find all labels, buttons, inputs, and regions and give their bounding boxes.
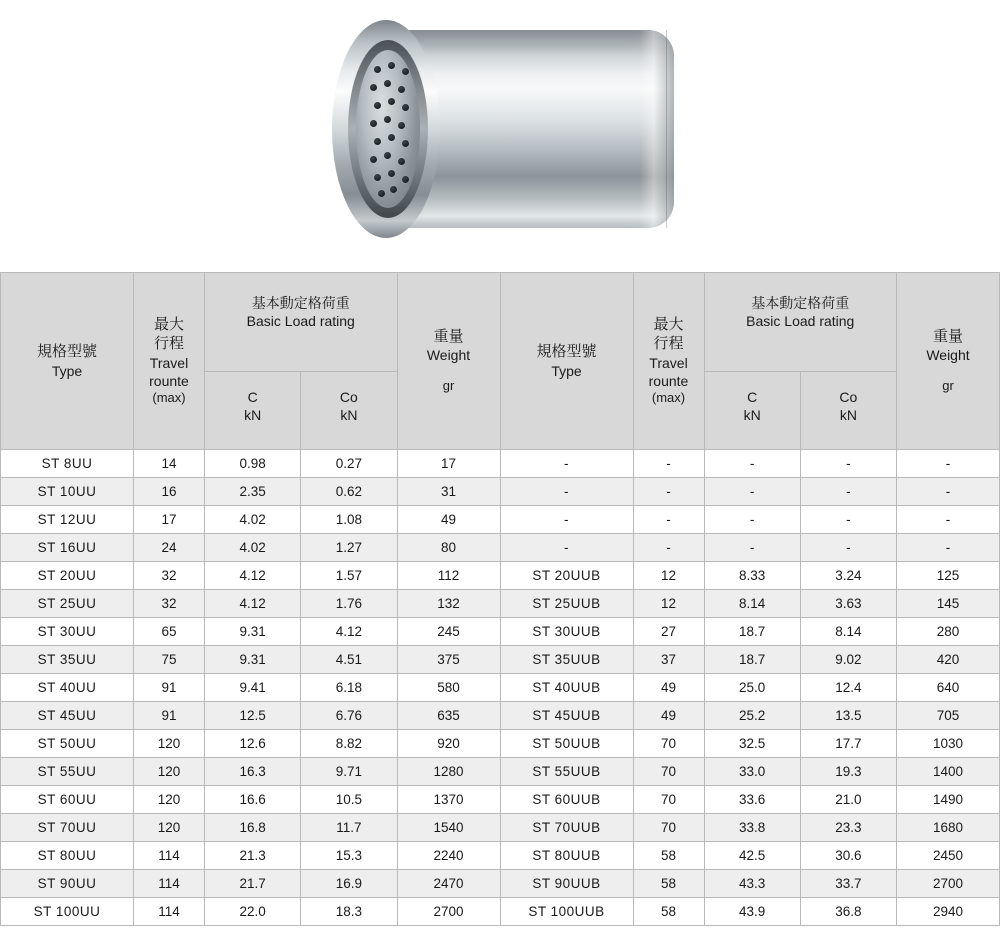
- cell-c-left: 12.5: [205, 702, 301, 730]
- cell-c-right: 43.9: [704, 898, 800, 926]
- cell-c-right: -: [704, 478, 800, 506]
- table-row: [1, 450, 1000, 478]
- cell-c-left: 4.12: [205, 562, 301, 590]
- cell-type-right: ST 90UUB: [500, 870, 633, 898]
- cell-type-right: ST 20UUB: [500, 562, 633, 590]
- cell-co-right: 8.14: [800, 618, 896, 646]
- col-group-load-cn-2: 基本動定格荷重: [751, 295, 850, 311]
- col-header-weight-unit-2: gr: [942, 378, 954, 394]
- ball-bearing: [388, 134, 395, 141]
- cell-co-left: 4.51: [301, 646, 397, 674]
- cell-co-left: 0.27: [301, 450, 397, 478]
- col-header-travel-en2-2: rounte: [648, 373, 689, 390]
- cell-type-right: ST 30UUB: [500, 618, 633, 646]
- cell-c-left: 16.6: [205, 786, 301, 814]
- cell-type-left: ST 45UU: [1, 702, 134, 730]
- cell-c-left: 2.35: [205, 478, 301, 506]
- col-header-c-right: [704, 371, 800, 449]
- cell-travel-left: 65: [134, 618, 205, 646]
- cell-type-right: -: [500, 450, 633, 478]
- cell-weight-right: -: [897, 534, 1000, 562]
- cell-weight-right: 125: [897, 562, 1000, 590]
- col-header-travel-cn1-2: 最大: [653, 315, 684, 333]
- col-header-weight-cn-2: 重量: [932, 327, 963, 345]
- col-header-type-cn: 規格型號: [36, 343, 97, 361]
- cell-weight-left: 2470: [397, 870, 500, 898]
- cell-type-right: ST 35UUB: [500, 646, 633, 674]
- cell-travel-left: 17: [134, 506, 205, 534]
- ball-bearing: [398, 122, 405, 129]
- table-row: [1, 534, 1000, 562]
- table-row: [1, 786, 1000, 814]
- ball-bearing: [374, 102, 381, 109]
- table-row: [1, 702, 1000, 730]
- cell-weight-right: 2450: [897, 842, 1000, 870]
- table-row: [1, 562, 1000, 590]
- cell-weight-right: 1030: [897, 730, 1000, 758]
- col-header-co-right: [800, 371, 896, 449]
- table-row: [1, 506, 1000, 534]
- cell-travel-right: 12: [633, 562, 704, 590]
- cell-co-left: 9.71: [301, 758, 397, 786]
- cell-c-left: 9.31: [205, 618, 301, 646]
- cell-weight-left: 245: [397, 618, 500, 646]
- cell-weight-right: 280: [897, 618, 1000, 646]
- col-header-travel-en1-2: Travel: [649, 354, 688, 371]
- col-header-travel-en1: Travel: [149, 354, 189, 371]
- cell-type-right: ST 45UUB: [500, 702, 633, 730]
- cell-co-left: 15.3: [301, 842, 397, 870]
- ball-bearing-grid: [356, 50, 420, 208]
- table-row: [1, 842, 1000, 870]
- ball-bearing: [388, 170, 395, 177]
- cell-c-right: -: [704, 450, 800, 478]
- cell-co-right: 13.5: [800, 702, 896, 730]
- cell-weight-left: 920: [397, 730, 500, 758]
- cell-travel-right: 58: [633, 898, 704, 926]
- cell-c-left: 9.41: [205, 674, 301, 702]
- ball-bearing: [370, 156, 377, 163]
- cell-travel-left: 91: [134, 674, 205, 702]
- col-header-type-left: [1, 273, 134, 450]
- cell-weight-left: 1370: [397, 786, 500, 814]
- col-header-co-unit: kN: [340, 407, 358, 424]
- cell-travel-right: 58: [633, 870, 704, 898]
- bushing-seam-line: [666, 30, 667, 228]
- ball-bearing: [370, 120, 377, 127]
- cell-c-left: 16.8: [205, 814, 301, 842]
- cell-type-right: ST 40UUB: [500, 674, 633, 702]
- cell-co-left: 10.5: [301, 786, 397, 814]
- table-header: [1, 273, 1000, 450]
- cell-co-left: 16.9: [301, 870, 397, 898]
- col-header-co-label: Co: [339, 389, 358, 406]
- cell-weight-right: 2700: [897, 870, 1000, 898]
- cell-type-left: ST 8UU: [1, 450, 134, 478]
- cell-travel-left: 114: [134, 842, 205, 870]
- cell-travel-right: -: [633, 450, 704, 478]
- linear-ball-bushing-photo: [326, 14, 674, 244]
- cell-c-right: 8.33: [704, 562, 800, 590]
- col-header-weight-left: [397, 273, 500, 450]
- cell-co-left: 11.7: [301, 814, 397, 842]
- cell-co-left: 4.12: [301, 618, 397, 646]
- ball-bearing: [402, 104, 409, 111]
- bushing-bore-inner: [356, 50, 420, 208]
- cell-type-right: -: [500, 534, 633, 562]
- cell-c-right: 43.3: [704, 870, 800, 898]
- cell-c-right: -: [704, 534, 800, 562]
- cell-type-left: ST 35UU: [1, 646, 134, 674]
- table-row: [1, 618, 1000, 646]
- cell-c-right: 25.2: [704, 702, 800, 730]
- cell-travel-right: 27: [633, 618, 704, 646]
- table-row: [1, 898, 1000, 926]
- cell-weight-left: 2240: [397, 842, 500, 870]
- cell-c-right: 8.14: [704, 590, 800, 618]
- cell-co-right: 17.7: [800, 730, 896, 758]
- cell-weight-left: 1280: [397, 758, 500, 786]
- ball-bearing: [374, 66, 381, 73]
- col-header-co-unit-2: kN: [839, 407, 857, 424]
- cell-co-left: 6.76: [301, 702, 397, 730]
- cell-weight-right: 1490: [897, 786, 1000, 814]
- cell-co-right: 36.8: [800, 898, 896, 926]
- col-header-travel-max: (max): [152, 390, 186, 406]
- ball-bearing: [374, 174, 381, 181]
- cell-c-right: 18.7: [704, 646, 800, 674]
- col-header-c-label: C: [247, 389, 258, 406]
- cell-travel-left: 16: [134, 478, 205, 506]
- ball-bearing: [370, 84, 377, 91]
- cell-type-left: ST 20UU: [1, 562, 134, 590]
- table-row: [1, 478, 1000, 506]
- cell-type-left: ST 12UU: [1, 506, 134, 534]
- cell-c-left: 22.0: [205, 898, 301, 926]
- cell-travel-right: 49: [633, 674, 704, 702]
- cell-type-left: ST 70UU: [1, 814, 134, 842]
- col-header-type-en-2: Type: [551, 362, 582, 379]
- cell-co-left: 18.3: [301, 898, 397, 926]
- col-header-weight-en-2: Weight: [926, 347, 970, 364]
- col-header-travel-right: [633, 273, 704, 450]
- ball-bearing: [384, 80, 391, 87]
- cell-type-left: ST 10UU: [1, 478, 134, 506]
- cell-weight-left: 31: [397, 478, 500, 506]
- cell-travel-left: 32: [134, 562, 205, 590]
- cell-type-left: ST 30UU: [1, 618, 134, 646]
- cell-type-right: -: [500, 506, 633, 534]
- cell-c-left: 9.31: [205, 646, 301, 674]
- col-header-type-en: Type: [51, 362, 83, 379]
- table-row: [1, 646, 1000, 674]
- cell-travel-left: 91: [134, 702, 205, 730]
- cell-weight-left: 49: [397, 506, 500, 534]
- ball-bearing: [378, 190, 385, 197]
- cell-travel-left: 120: [134, 814, 205, 842]
- col-header-c-label-2: C: [747, 389, 758, 406]
- cell-co-left: 0.62: [301, 478, 397, 506]
- cell-type-left: ST 25UU: [1, 590, 134, 618]
- table-row: [1, 590, 1000, 618]
- cell-travel-right: 70: [633, 730, 704, 758]
- cell-travel-left: 120: [134, 758, 205, 786]
- cell-weight-left: 580: [397, 674, 500, 702]
- cell-travel-right: -: [633, 534, 704, 562]
- col-header-type-cn-2: 規格型號: [536, 343, 597, 361]
- specification-table: [0, 272, 1000, 926]
- cell-co-right: 33.7: [800, 870, 896, 898]
- cell-c-right: 32.5: [704, 730, 800, 758]
- cell-co-left: 8.82: [301, 730, 397, 758]
- cell-co-left: 1.76: [301, 590, 397, 618]
- cell-type-right: ST 55UUB: [500, 758, 633, 786]
- ball-bearing: [374, 138, 381, 145]
- col-header-travel-cn2: 行程: [153, 335, 184, 353]
- col-group-load-en: Basic Load rating: [246, 312, 355, 329]
- cell-c-right: 25.0: [704, 674, 800, 702]
- cell-c-left: 21.3: [205, 842, 301, 870]
- cell-type-left: ST 16UU: [1, 534, 134, 562]
- col-header-c-unit: kN: [244, 407, 262, 424]
- cell-travel-right: 70: [633, 758, 704, 786]
- cell-weight-left: 80: [397, 534, 500, 562]
- cell-weight-right: 420: [897, 646, 1000, 674]
- cell-weight-left: 375: [397, 646, 500, 674]
- cell-weight-left: 635: [397, 702, 500, 730]
- table-row: [1, 870, 1000, 898]
- cell-type-left: ST 40UU: [1, 674, 134, 702]
- cell-travel-right: 49: [633, 702, 704, 730]
- cell-weight-right: -: [897, 506, 1000, 534]
- col-group-load-en-2: Basic Load rating: [746, 312, 855, 329]
- table-header-row: [1, 273, 1000, 372]
- cell-c-left: 21.7: [205, 870, 301, 898]
- cell-weight-left: 17: [397, 450, 500, 478]
- product-figure: [0, 0, 1000, 272]
- cell-weight-right: 640: [897, 674, 1000, 702]
- cell-co-right: -: [800, 478, 896, 506]
- col-header-travel-left: [134, 273, 205, 450]
- ball-bearing: [384, 116, 391, 123]
- cell-c-right: 33.0: [704, 758, 800, 786]
- ball-bearing: [402, 140, 409, 147]
- ball-bearing: [398, 158, 405, 165]
- cell-travel-right: -: [633, 478, 704, 506]
- cell-c-left: 12.6: [205, 730, 301, 758]
- cell-co-right: 21.0: [800, 786, 896, 814]
- cell-weight-right: 145: [897, 590, 1000, 618]
- table-row: [1, 674, 1000, 702]
- cell-c-right: 42.5: [704, 842, 800, 870]
- col-header-weight-en: Weight: [426, 347, 471, 364]
- cell-weight-left: 132: [397, 590, 500, 618]
- cell-travel-left: 14: [134, 450, 205, 478]
- ball-bearing: [390, 186, 397, 193]
- cell-c-left: 0.98: [205, 450, 301, 478]
- cell-travel-right: 70: [633, 786, 704, 814]
- cell-weight-right: 1680: [897, 814, 1000, 842]
- cell-type-right: ST 25UUB: [500, 590, 633, 618]
- table-body: [1, 450, 1000, 926]
- cell-travel-left: 120: [134, 786, 205, 814]
- cell-travel-left: 114: [134, 898, 205, 926]
- ball-bearing: [388, 98, 395, 105]
- cell-type-right: ST 60UUB: [500, 786, 633, 814]
- table-row: [1, 758, 1000, 786]
- col-group-load-cn: 基本動定格荷重: [251, 295, 350, 311]
- cell-c-left: 4.12: [205, 590, 301, 618]
- ball-bearing: [388, 62, 395, 69]
- cell-weight-left: 2700: [397, 898, 500, 926]
- cell-travel-right: 37: [633, 646, 704, 674]
- cell-co-right: 3.63: [800, 590, 896, 618]
- cell-travel-right: 58: [633, 842, 704, 870]
- col-group-header-load-left: [205, 273, 398, 372]
- cell-type-left: ST 100UU: [1, 898, 134, 926]
- ball-bearing: [402, 176, 409, 183]
- col-header-c-unit-2: kN: [743, 407, 761, 424]
- col-header-type-right: [500, 273, 633, 450]
- cell-type-right: ST 70UUB: [500, 814, 633, 842]
- col-header-c-left: [205, 371, 301, 449]
- cell-weight-right: -: [897, 450, 1000, 478]
- ball-bearing: [384, 152, 391, 159]
- cell-weight-right: -: [897, 478, 1000, 506]
- cell-c-right: 18.7: [704, 618, 800, 646]
- col-header-travel-cn2-2: 行程: [653, 335, 684, 353]
- cell-co-right: 19.3: [800, 758, 896, 786]
- cell-c-right: 33.8: [704, 814, 800, 842]
- col-header-weight-right: [897, 273, 1000, 450]
- col-header-travel-max-2: (max): [651, 390, 686, 406]
- cell-type-right: ST 100UUB: [500, 898, 633, 926]
- cell-c-left: 4.02: [205, 534, 301, 562]
- cell-co-left: 6.18: [301, 674, 397, 702]
- cell-weight-right: 705: [897, 702, 1000, 730]
- cell-co-left: 1.57: [301, 562, 397, 590]
- cell-c-right: -: [704, 506, 800, 534]
- cell-type-left: ST 60UU: [1, 786, 134, 814]
- cell-type-right: ST 50UUB: [500, 730, 633, 758]
- cell-weight-right: 1400: [897, 758, 1000, 786]
- col-header-weight-cn: 重量: [433, 327, 464, 345]
- cell-travel-left: 120: [134, 730, 205, 758]
- cell-type-left: ST 90UU: [1, 870, 134, 898]
- col-header-co-left: [301, 371, 397, 449]
- table-row: [1, 730, 1000, 758]
- cell-co-right: -: [800, 534, 896, 562]
- cell-c-left: 4.02: [205, 506, 301, 534]
- cell-co-right: -: [800, 450, 896, 478]
- cell-c-left: 16.3: [205, 758, 301, 786]
- cell-c-right: 33.6: [704, 786, 800, 814]
- cell-weight-right: 2940: [897, 898, 1000, 926]
- cell-co-right: 12.4: [800, 674, 896, 702]
- cell-weight-left: 112: [397, 562, 500, 590]
- cell-travel-left: 24: [134, 534, 205, 562]
- cell-travel-right: 70: [633, 814, 704, 842]
- col-header-co-label-2: Co: [839, 389, 858, 406]
- cell-weight-left: 1540: [397, 814, 500, 842]
- cell-travel-left: 114: [134, 870, 205, 898]
- cell-travel-right: 12: [633, 590, 704, 618]
- cell-co-right: 23.3: [800, 814, 896, 842]
- cell-type-left: ST 80UU: [1, 842, 134, 870]
- cell-co-left: 1.08: [301, 506, 397, 534]
- cell-co-left: 1.27: [301, 534, 397, 562]
- col-group-header-load-right: [704, 273, 897, 372]
- cell-co-right: 9.02: [800, 646, 896, 674]
- ball-bearing: [398, 86, 405, 93]
- cell-travel-left: 32: [134, 590, 205, 618]
- cell-co-right: 3.24: [800, 562, 896, 590]
- cell-type-left: ST 50UU: [1, 730, 134, 758]
- cell-travel-left: 75: [134, 646, 205, 674]
- col-header-travel-en2: rounte: [149, 373, 189, 390]
- col-header-weight-unit: gr: [442, 378, 455, 394]
- cell-type-left: ST 55UU: [1, 758, 134, 786]
- cell-travel-right: -: [633, 506, 704, 534]
- col-header-travel-cn1: 最大: [153, 315, 184, 333]
- cell-co-right: 30.6: [800, 842, 896, 870]
- table-row: [1, 814, 1000, 842]
- ball-bearing: [402, 68, 409, 75]
- cell-type-right: -: [500, 478, 633, 506]
- cell-co-right: -: [800, 506, 896, 534]
- cell-type-right: ST 80UUB: [500, 842, 633, 870]
